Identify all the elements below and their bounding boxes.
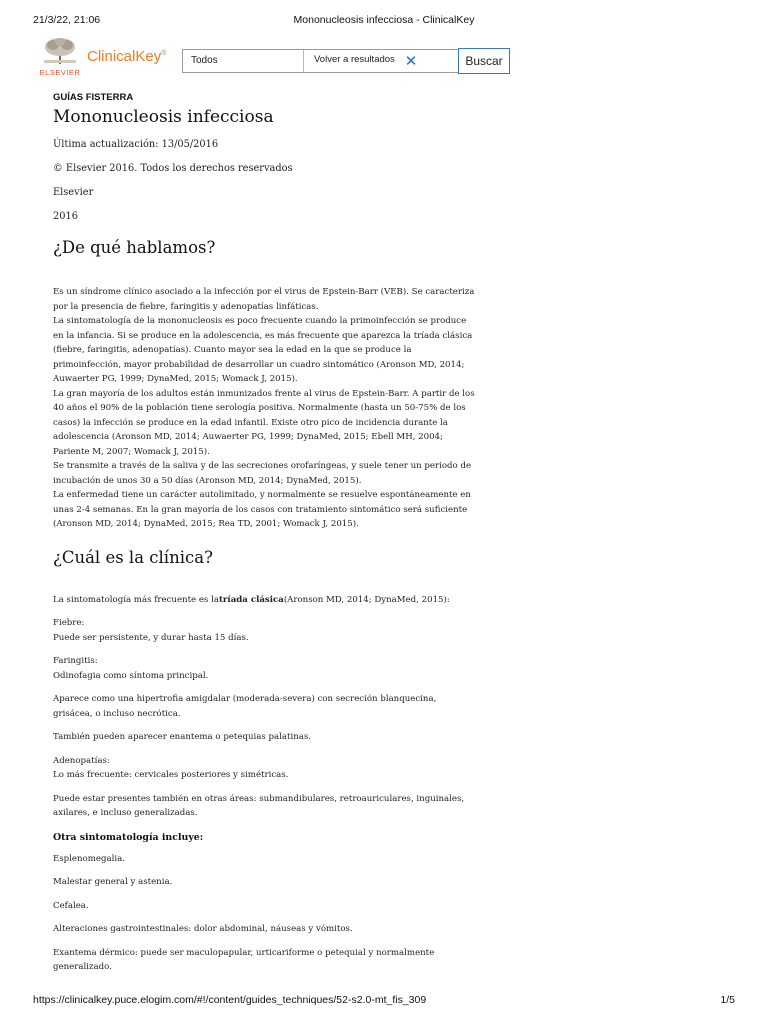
pharyngitis-label: Faringitis: <box>53 656 98 666</box>
paragraph-line: Auwaerter PG, 1999; DynaMed, 2015; Womack J, 2015). <box>53 374 298 384</box>
rash-line: Exantema dérmico: puede ser maculopapular, urticariforme o petequial y normalmente <box>53 947 435 958</box>
copyright: © Elsevier 2016. Todos los derechos reservados <box>53 163 293 174</box>
adenopathy-text: Lo más frecuente: cervicales posteriores y simétricas. <box>53 770 289 780</box>
search-button[interactable]: Buscar <box>458 48 510 74</box>
paragraph-line: Es un síndrome clínico asociado a la infección por el virus de Epstein-Barr (VEB). Se caracteriza <box>53 287 475 297</box>
clinic-intro-after: (Aronson MD, 2014; DynaMed, 2015): <box>283 594 450 605</box>
publisher: Elsevier <box>53 187 94 198</box>
adenopathy-detail-line: Puede estar presentes también en otras áreas: submandibulares, retroauriculares, inguinales, <box>53 793 465 804</box>
elsevier-wordmark: ELSEVIER <box>39 68 81 77</box>
year: 2016 <box>53 211 78 222</box>
paragraph-line: incubación de unos 30 a 50 días (Aronson MD, 2014; DynaMed, 2015). <box>53 475 362 486</box>
pharyngitis-block <box>53 654 498 683</box>
search-divider <box>303 50 304 72</box>
paragraph-line: 40 años el 90% de la población tiene serología positiva. Normalmente (hasta un 50-75% de los <box>53 403 466 413</box>
paragraph-line: por la presencia de fiebre, faringitis y adenopatías linfáticas. <box>53 301 319 312</box>
gi-text: Alteraciones gastrointestinales: dolor abdominal, náuseas y vómitos. <box>53 924 353 934</box>
elsevier-logo[interactable] <box>36 36 84 78</box>
section-heading-clinic: ¿Cuál es la clínica? <box>53 547 213 567</box>
adenopathy-label: Adenopatías: <box>53 755 110 766</box>
print-footer <box>33 994 735 1008</box>
clinic-intro-bold: tríada clásica <box>218 594 284 605</box>
pharyngitis-text: Odinofagia como síntoma principal. <box>53 670 209 681</box>
adenopathy-detail-line: axilares, e incluso generalizadas. <box>53 808 198 818</box>
top-bar <box>36 36 503 82</box>
print-url: https://clinicalkey.puce.elogim.com/#!/content/guides_techniques/52-s2.0-mt_fis_309 <box>33 994 427 1006</box>
search-box <box>182 49 472 73</box>
paragraph-line: en la infancia. Si se produce en la adolescencia, es más frecuente que aparezca la tríada clásica <box>53 330 473 341</box>
section-what-body <box>53 285 498 532</box>
adenopathy-detail <box>53 792 498 821</box>
clinicalkey-brand[interactable] <box>87 48 166 65</box>
last-updated: Última actualización: 13/05/2016 <box>53 139 219 150</box>
splenomegaly-text: Esplenomegalia. <box>53 853 125 864</box>
print-header <box>33 14 735 28</box>
section-heading-what: ¿De qué hablamos? <box>53 238 216 257</box>
search-scope-select[interactable]: Todos <box>191 55 218 66</box>
article-source: GUÍAS FISTERRA <box>53 92 134 103</box>
rash-block <box>53 946 498 975</box>
clinic-intro-before: La sintomatología más frecuente es la <box>53 594 219 605</box>
page-title: Mononucleosis infecciosa <box>53 107 274 127</box>
paragraph-line: Se transmite a través de la saliva y de las secreciones orofaríngeas, y suele tener un periodo de <box>53 461 472 471</box>
malaise-text: Malestar general y astenia. <box>53 877 173 887</box>
paragraph-line: (fiebre, faringitis, adenopatías). Cuanto mayor sea la edad en la que se produce la <box>53 345 412 355</box>
pharyngitis-detail-line: Aparece como una hipertrofia amigdalar (moderada-severa) con secreción blanquecina, <box>53 694 437 704</box>
paragraph-line: primoinfección, mayor probabilidad de desarrollar un cuadro sintomático (Aronson MD, 2014; <box>53 359 465 370</box>
back-to-results-link[interactable]: Volver a resultados <box>314 54 395 65</box>
elsevier-tree-icon <box>40 36 80 66</box>
paragraph-line: La enfermedad tiene un carácter autolimitado, y normalmente se resuelve espontáneamente en <box>53 490 471 500</box>
brand-name: ClinicalKey <box>87 48 162 65</box>
other-symptoms-heading: Otra sintomatología incluye: <box>53 831 204 843</box>
fever-text: Puede ser persistente, y durar hasta 15 días. <box>53 632 249 643</box>
paragraph-line: casos) la infección se produce en la edad infantil. Existe otro pico de incidencia durante la <box>53 417 448 428</box>
paragraph-line: adolescencia (Aronson MD, 2014; Auwaerter PG, 1999; DynaMed, 2015; Ebell MH, 2004; <box>53 432 443 442</box>
fever-block <box>53 616 498 645</box>
print-title: Mononucleosis infecciosa - ClinicalKey <box>293 14 475 26</box>
print-date: 21/3/22, 21:06 <box>33 14 101 26</box>
print-page-number: 1/5 <box>720 994 735 1006</box>
clinic-intro <box>53 593 498 608</box>
article <box>53 92 498 975</box>
paragraph-line: La sintomatología de la mononucleosis es poco frecuente cuando la primoinfección se produce <box>53 316 467 326</box>
rash-line: generalizado. <box>53 962 112 972</box>
brand-mark: ® <box>161 50 167 57</box>
enanthema-text: También pueden aparecer enantema o petequias palatinas. <box>53 732 311 742</box>
pharyngitis-detail-line: grisácea, o incluso necrótica. <box>53 708 181 719</box>
paragraph-line: unas 2-4 semanas. En la gran mayoría de los casos con tratamiento sintomático será suficiente <box>53 504 468 515</box>
paragraph-line: (Aronson MD, 2014; DynaMed, 2015; Rea TD, 2001; Womack J, 2015). <box>53 519 359 529</box>
headache-text: Cefalea. <box>53 900 89 911</box>
paragraph-line: La gran mayoría de los adultos están inmunizados frente al virus de Epstein-Barr. A partir de los <box>53 388 475 399</box>
pharyngitis-detail <box>53 692 498 721</box>
fever-label: Fiebre: <box>53 618 85 628</box>
paragraph-line: Pariente M, 2007; Womack J, 2015). <box>53 446 210 457</box>
close-icon[interactable]: ✕ <box>404 52 418 70</box>
adenopathy-block <box>53 754 498 783</box>
